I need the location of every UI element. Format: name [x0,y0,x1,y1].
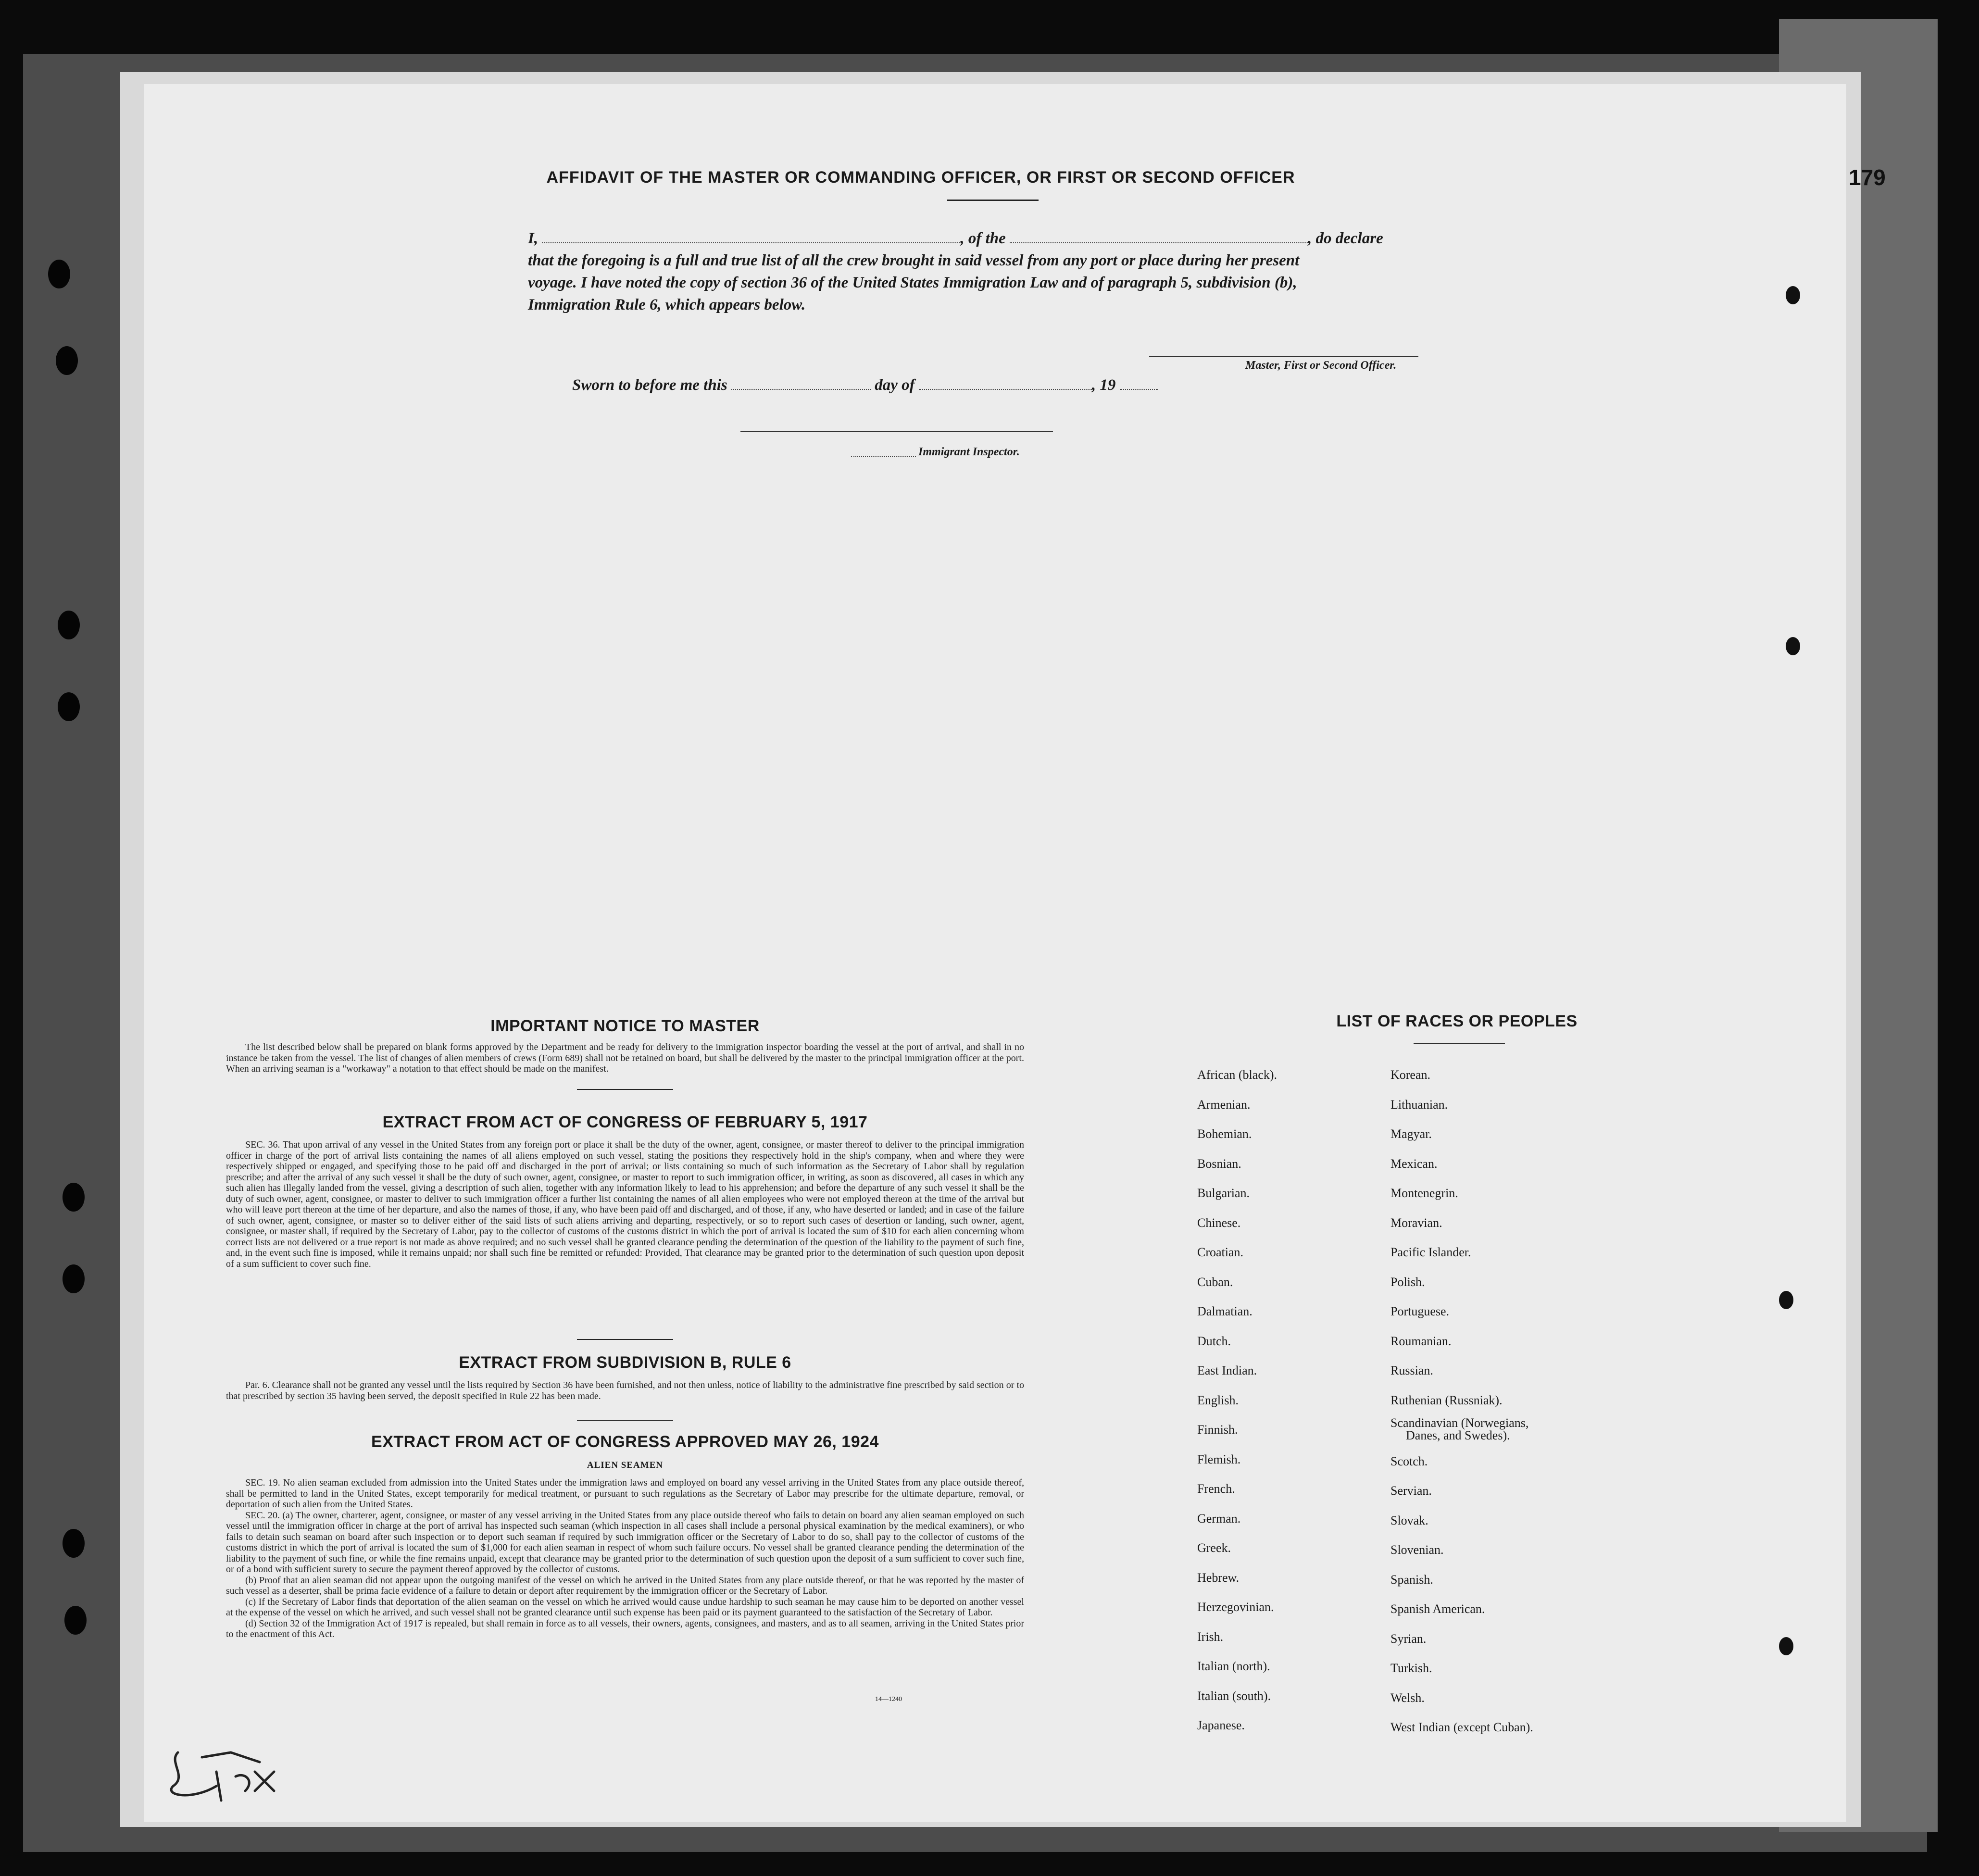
binder-hole [63,1264,85,1293]
race-item: Polish. [1390,1275,1425,1289]
section-19-text: SEC. 19. No alien seaman excluded from admission into the United States under the immigration laws and employed on board any vessel arriving in the United States from any place outside thereof, shall be permitted to land in the United States, except temporarily for medical treatment, or pursuant to such regulations as the Secretary of Labor may prescribe for the ultimate departure, removal, or deportation of such alien from the United States. [226,1477,1024,1510]
divider [577,1089,673,1090]
declaration-line-4: Immigration Rule 6, which appears below. [528,296,806,313]
race-item: Flemish. [1197,1452,1241,1466]
race-item: Bosnian. [1197,1156,1241,1171]
declaration-prefix: I, [528,230,539,247]
inspector-caption: Immigrant Inspector. [918,446,1020,458]
section-20d-text: (d) Section 32 of the Immigration Act of 1917 is repealed, but shall remain in force as to all vessels, their owners, agents, consignees, and masters, and as to all seamen, arriving in the United States prior to the enactment of this Act. [226,1618,1024,1639]
race-item: English. [1197,1393,1239,1407]
races-title: LIST OF RACES OR PEOPLES [1336,1012,1578,1030]
declaration [528,227,1480,316]
alien-seamen-subtitle: ALIEN SEAMEN [587,1460,664,1470]
race-item: Ruthenian (Russniak). [1390,1393,1503,1407]
extract-1917-text: SEC. 36. That upon arrival of any vessel in the United States from any foreign port or place it shall be the duty of the owner, agent, consignee, or master thereof to deliver to the principal immigration officer in charge of the port of arrival lists containing the names of all aliens employed on such vessel, stating the positions they respectively hold in the ship's company, when and where they were respectively shipped or engaged, and specifying those to be paid off and discharged in the port of arrival; or lists containing so much of such information as the Secretary of Labor shall by regulation prescribe; and after the arrival of any such vessel it shall be the duty of such owner, agent, consignee, or master to report to such immigration officer, in writing, as soon as discovered, all cases in which any such alien has illegally landed from the vessel, giving a description of such alien, together with any information likely to lead to his apprehension; and before the departure of any such vessel it shall be the duty of such owner, agent, consignee, or master to deliver to such immigration officer a further list containing the names of all alien employees who were not employed thereon at the time of the arrival but who will leave port thereon at the time of her departure, and also the names of those, if any, who have been paid off and discharged, and of those, if any, who have deserted or landed; and in case of the failure of such owner, agent, consignee, or master so to deliver either of the said lists of such aliens arriving and departing, respectively, or so to report such cases of desertion or landing, such owner, agent, consignee, or master shall, if required by the Secretary of Labor, pay to the collector of customs of the customs district in which the port of arrival is located the sum of $10 for each alien concerning whom correct lists are not delivered or a true report is not made as above required; and no such vessel shall be granted clearance pending the determination of the question of the liability to the payment of such fine, and, in the event such fine is imposed, while it remains unpaid; nor shall such fine be remitted or refunded: Provided, That clearance may be granted prior to the determination of such question upon deposit of a sum sufficient to cover such fine. [226,1139,1024,1269]
race-item: Croatian. [1197,1245,1244,1259]
race-item: Russian. [1390,1363,1433,1377]
race-item: Dutch. [1197,1334,1231,1348]
race-item: Syrian. [1390,1631,1427,1646]
officer-name-blank[interactable] [542,231,960,243]
race-item: Scotch. [1390,1454,1428,1468]
declaration-line-2: that the foregoing is a full and true list of all the crew brought in said vessel from any port or place during her present [528,252,1300,269]
race-item: Montenegrin. [1390,1186,1458,1200]
title-underline [947,200,1039,201]
master-signature-caption: Master, First or Second Officer. [1245,359,1397,372]
race-item: Magyar. [1390,1127,1432,1141]
sworn-month-blank[interactable] [919,377,1092,390]
rule6-title: EXTRACT FROM SUBDIVISION B, RULE 6 [459,1353,791,1372]
races-column-2 [1390,1060,1533,1742]
race-item: Herzegovinian. [1197,1600,1274,1614]
race-item: Cuban. [1197,1275,1233,1289]
section-20b-text: (b) Proof that an alien seaman did not appear upon the outgoing manifest of the vessel on which he arrived in the United States from any place outside thereof, or that he was reported by the master of such vessel as a deserter, shall be prima facie evidence of a failure to detain or deport after requirement by the immigration officer or the Secretary of Labor. [226,1575,1024,1596]
binder-hole [56,346,78,375]
race-item: East Indian. [1197,1363,1257,1377]
race-item: Japanese. [1197,1718,1245,1732]
master-signature-line[interactable] [1149,356,1418,357]
binder-hole [63,1529,85,1558]
page-punch-mark [1779,1637,1793,1655]
handwritten-mark [159,1743,332,1815]
divider [577,1420,673,1421]
race-item: West Indian (except Cuban). [1390,1720,1533,1734]
section-20a-text: SEC. 20. (a) The owner, charterer, agent, consignee, or master of any vessel arriving in the United States from any place outside thereof who fails to detain on board any alien seaman employed on such vessel until the immigration officer in charge at the port of arrival has inspected such seaman (which inspection in all cases shall include a personal physical examination by the medical examiners), or who fails to detain such seaman on board after such inspection or to deport such seaman if required by such immigration officer or the Secretary of Labor to do so, shall pay to the collector of customs of the customs district in which the port of arrival is located the sum of $1,000 for each alien seaman in respect of whom such failure occurs. No vessel shall be granted clearance pending the determination of the liability to the payment of such fine, or while the fine remains unpaid, except that clearance may be granted prior to the determination of such question upon the deposit of a sum sufficient to cover such fine, or of a bond with sufficient surety to secure the payment thereof approved by the collector of customs. [226,1510,1024,1575]
page-number: 179 [1849,165,1886,190]
declaration-of-the: , of the [960,230,1006,247]
race-item: Servian. [1390,1484,1432,1498]
race-item: German. [1197,1511,1241,1526]
extract-1917-title: EXTRACT FROM ACT OF CONGRESS OF FEBRUARY 5, 1917 [382,1113,868,1131]
page-punch-mark [1786,637,1800,655]
sworn-day-blank[interactable] [731,377,871,390]
declaration-line-3: voyage. I have noted the copy of section 36 of the United States Immigration Law and of paragraph 5, subdivision (b), [528,274,1297,291]
notice-text: The list described below shall be prepared on blank forms approved by the Department and be ready for delivery to the immigration inspector boarding the vessel at the port of arrival, and shall in no instance be taken from the vessel. The list of changes of alien members of crews (Form 689) shall not be retained on board, but shall be delivered by the master to the principal immigration officer at the port. When an arriving seaman is a "workaway" a notation to that effect should be made on the manifest. [226,1042,1024,1074]
races-column-1 [1197,1060,1277,1740]
extract-1924-body [226,1477,1024,1640]
race-item: Roumanian. [1390,1334,1452,1348]
section-20c-text: (c) If the Secretary of Labor finds that deportation of the alien seaman on the vessel on which he arrived would cause undue hardship to such seaman he may cause him to be deported on another vessel at the expense of the vessel on which he arrived, and such vessel shall not be granted clearance until such expense has been paid or its payment guaranteed to the satisfaction of the Secretary of Labor. [226,1596,1024,1618]
rule6-body [226,1380,1024,1401]
race-item-scandinavian [1390,1415,1533,1447]
inspector-signature-line[interactable] [740,431,1053,432]
sworn-prefix: Sworn to before me this [572,376,727,394]
form-number: 14—1240 [875,1696,902,1703]
manifest-page [144,84,1846,1822]
race-item: Moravian. [1390,1215,1442,1230]
race-item: African (black). [1197,1068,1278,1082]
race-item: Slovak. [1390,1513,1428,1527]
sworn-day-of: day of [875,376,915,394]
race-item: Greek. [1197,1541,1231,1555]
extract-1917-body [226,1139,1024,1269]
inspector-dotted-line [851,445,916,457]
binder-hole [58,692,80,721]
race-item: Spanish. [1390,1572,1433,1587]
divider [577,1339,673,1340]
page-punch-mark [1779,1291,1793,1309]
vessel-name-blank[interactable] [1010,231,1308,243]
race-item: Bulgarian. [1197,1186,1250,1200]
race-item: Bohemian. [1197,1127,1252,1141]
binder-hole [64,1606,87,1635]
race-item: Mexican. [1390,1156,1438,1171]
extract-1924-title: EXTRACT FROM ACT OF CONGRESS APPROVED MAY 26, 1924 [371,1433,879,1451]
race-item: French. [1197,1482,1235,1496]
race-item: Portuguese. [1390,1304,1450,1318]
race-item: Finnish. [1197,1423,1238,1437]
declaration-suffix: , do declare [1308,230,1383,247]
race-item: Welsh. [1390,1690,1425,1705]
sworn-statement [572,376,1158,394]
race-item: Spanish American. [1390,1602,1485,1616]
race-item: Hebrew. [1197,1570,1240,1585]
race-item: Irish. [1197,1629,1224,1644]
binder-hole [58,611,80,639]
race-item: Chinese. [1197,1215,1241,1230]
race-item: Dalmatian. [1197,1304,1253,1318]
race-item: Korean. [1390,1068,1431,1082]
binder-hole [48,260,70,288]
race-item: Italian (south). [1197,1688,1271,1703]
race-item: Turkish. [1390,1661,1432,1675]
affidavit-title: AFFIDAVIT OF THE MASTER OR COMMANDING OFFICER, OR FIRST OR SECOND OFFICER [546,168,1295,187]
races-title-underline [1414,1043,1505,1044]
race-item: Lithuanian. [1390,1097,1448,1112]
race-item: Italian (north). [1197,1659,1270,1673]
race-item: Scandinavian (Norwegians, [1390,1416,1529,1430]
notice-body [226,1042,1024,1075]
rule6-text: Par. 6. Clearance shall not be granted any vessel until the lists required by Section 36 have been furnished, and not then unless, notice of liability to the administrative fine prescribed by said section or to that prescribed by section 35 having been served, the deposit specified in Rule 22 has been made. [226,1380,1024,1401]
race-item: Armenian. [1197,1097,1251,1112]
race-item: Slovenian. [1390,1543,1444,1557]
race-item: Pacific Islander. [1390,1245,1471,1259]
sworn-year-blank[interactable] [1120,377,1158,390]
page-punch-mark [1786,286,1800,304]
sworn-year: , 19 [1091,376,1116,394]
race-item-continuation: Danes, and Swedes). [1406,1428,1510,1442]
binder-hole [63,1183,85,1212]
notice-title: IMPORTANT NOTICE TO MASTER [490,1017,760,1035]
